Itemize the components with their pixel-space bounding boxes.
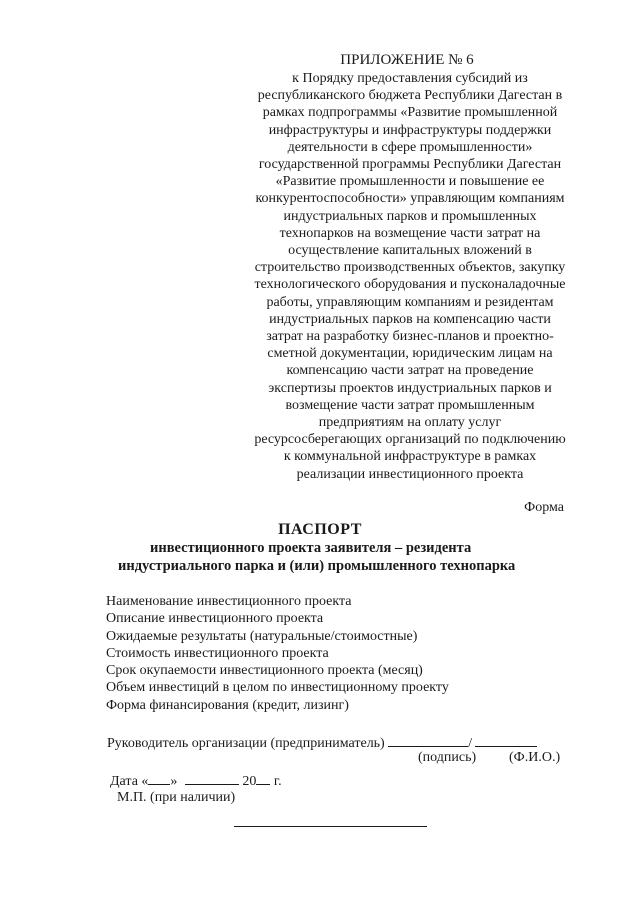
appendix-line: экспертизы проектов индустриальных парков и xyxy=(268,380,552,396)
signature-separator: / xyxy=(468,736,473,751)
date-month-blank[interactable] xyxy=(185,771,239,785)
date-year-prefix: 20 xyxy=(242,774,257,789)
full-name-caption: (Ф.И.О.) xyxy=(509,750,561,765)
field-project-cost: Стоимость инвестиционного проекта xyxy=(106,645,329,661)
date-row xyxy=(110,771,282,790)
appendix-line: предприятиям на оплату услуг xyxy=(318,415,502,431)
appendix-description xyxy=(224,70,596,483)
appendix-line: деятельности в сфере промышленности» xyxy=(287,139,533,155)
date-prefix: Дата « xyxy=(110,774,149,789)
form-label: Форма xyxy=(524,500,564,515)
appendix-line: государственной программы Республики Дагестан xyxy=(258,157,562,173)
field-payback-period: Срок окупаемости инвестиционного проекта (месяц) xyxy=(106,663,423,679)
appendix-title: ПРИЛОЖЕНИЕ № 6 xyxy=(340,52,474,68)
field-project-description: Описание инвестиционного проекта xyxy=(106,611,324,627)
appendix-line: рамках подпрограммы «Развитие промышленной xyxy=(262,105,558,121)
appendix-line: «Развитие промышленности и повышение ее xyxy=(275,174,545,190)
appendix-line: компенсацию части затрат на проведение xyxy=(286,363,534,379)
stamp-placeholder: М.П. (при наличии) xyxy=(117,790,236,805)
date-year-blank[interactable] xyxy=(256,771,270,785)
signature-blank[interactable] xyxy=(388,733,468,747)
bottom-divider xyxy=(234,826,427,827)
signature-label: Руководитель организации (предприниматель) xyxy=(107,736,385,751)
date-quote-close: » xyxy=(170,774,178,789)
appendix-line: затрат на разработку бизнес-планов и проектно- xyxy=(266,329,554,345)
passport-title: ПАСПОРТ xyxy=(278,521,362,538)
appendix-line: инфраструктуры и инфраструктуры поддержки xyxy=(268,122,552,138)
appendix-line: индустриальных парков на компенсацию части xyxy=(269,311,551,327)
full-name-blank[interactable] xyxy=(475,733,537,747)
appendix-line: республиканского бюджета Республики Дагестан в xyxy=(257,88,563,104)
field-investment-volume: Объем инвестиций в целом по инвестиционному проекту xyxy=(106,680,449,696)
appendix-line: строительство производственных объектов, закупку xyxy=(254,260,566,276)
appendix-line: индустриальных парков и промышленных xyxy=(283,208,537,224)
field-project-name: Наименование инвестиционного проекта xyxy=(106,594,352,609)
appendix-line: к коммунальной инфраструктуре в рамках xyxy=(283,449,537,465)
appendix-line: работы, управляющим компаниям и резидентам xyxy=(266,294,554,310)
appendix-line: осуществление капитальных вложений в xyxy=(288,243,532,259)
project-fields-list xyxy=(106,593,449,714)
appendix-line: ресурсосберегающих организаций по подключению xyxy=(254,432,566,448)
date-suffix: г. xyxy=(270,774,282,789)
passport-subtitle-line-1: инвестиционного проекта заявителя – резидента xyxy=(150,540,472,556)
date-day-blank[interactable] xyxy=(148,771,170,785)
appendix-line: к Порядку предоставления субсидий из xyxy=(292,71,528,86)
appendix-line: конкурентоспособности» управляющим компаниям xyxy=(255,191,565,207)
field-financing-form: Форма финансирования (кредит, лизинг) xyxy=(106,697,349,713)
appendix-line: реализации инвестиционного проекта xyxy=(296,466,524,482)
appendix-line: сметной документации, юридическим лицам на xyxy=(267,346,553,362)
signature-caption: (подпись) xyxy=(418,750,477,765)
passport-subtitle-line-2: индустриального парка и (или) промышленного технопарка xyxy=(118,558,516,574)
appendix-line: технопарков на возмещение части затрат на xyxy=(279,225,541,241)
field-expected-results: Ожидаемые результаты (натуральные/стоимостные) xyxy=(106,628,418,644)
appendix-line: возмещение части затрат промышленным xyxy=(285,397,535,413)
appendix-line: технологического оборудования и пусконаладочные xyxy=(254,277,566,293)
